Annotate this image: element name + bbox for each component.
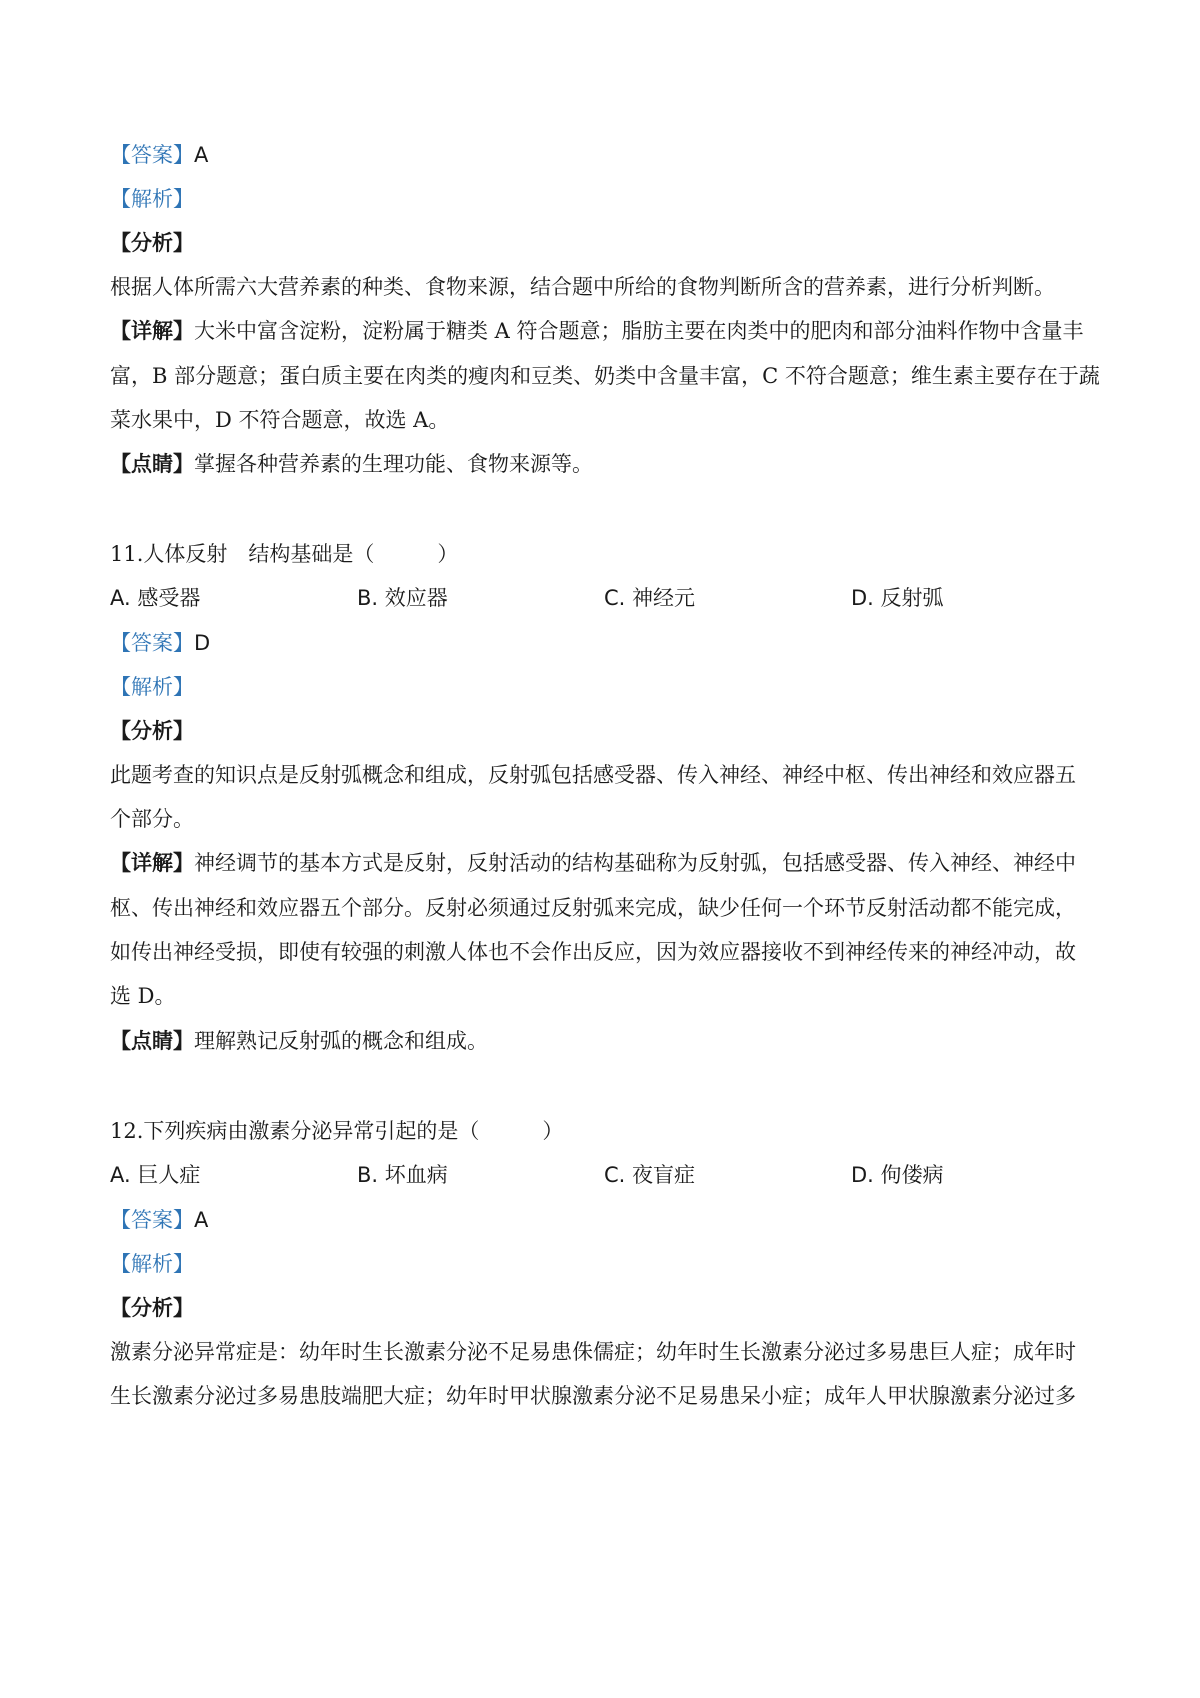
q11-analysis-label: [110, 673, 1100, 701]
q10-detail-line-2: [110, 362, 1100, 390]
q12-option-c: C. 夜盲症: [604, 1163, 696, 1187]
answer-label: 【答案】: [110, 631, 194, 655]
answer-value: D: [194, 631, 211, 655]
question-text: 12.下列疾病由激素分泌异常引起的是（ ）: [110, 1119, 564, 1143]
q12-answer-line: [110, 1206, 1100, 1234]
q12-option-d: D. 佝偻病: [851, 1163, 944, 1187]
detail-text: 如传出神经受损，即使有较强的刺激人体也不会作出反应，因为效应器接收不到神经传来的神经冲动，故: [110, 940, 1076, 964]
fenxi-text: 激素分泌异常症是：幼年时生长激素分泌不足易患侏儒症；幼年时生长激素分泌过多易患巨人症；成年时: [110, 1340, 1076, 1364]
analysis-label: 【解析】: [110, 675, 194, 699]
analysis-label: 【解析】: [110, 1252, 194, 1276]
answer-value: A: [194, 1208, 209, 1232]
fenxi-text: 此题考查的知识点是反射弧概念和组成，反射弧包括感受器、传入神经、神经中枢、传出神经和效应器五: [110, 763, 1076, 787]
fenxi-label: 【分析】: [110, 230, 194, 255]
dianjing-label: 【点睛】: [110, 451, 194, 476]
fenxi-label: 【分析】: [110, 1295, 194, 1320]
q12-fenxi-label: [110, 1294, 1100, 1322]
answer-label: 【答案】: [110, 1208, 194, 1232]
q10-detail-line-1: [110, 317, 1100, 345]
dianjing-label: 【点睛】: [110, 1028, 194, 1053]
q11-option-d: D. 反射弧: [851, 586, 944, 610]
fenxi-text: 根据人体所需六大营养素的种类、食物来源，结合题中所给的食物判断所含的营养素，进行分析判断。: [110, 275, 1055, 299]
detail-label: 【详解】: [110, 318, 194, 343]
detail-text: 菜水果中，D 不符合题意，故选 A。: [110, 408, 450, 432]
q11-fenxi-line-1: [110, 761, 1100, 789]
q10-fenxi-label: [110, 229, 1100, 257]
fenxi-text: 个部分。: [110, 807, 194, 831]
analysis-label: 【解析】: [110, 187, 194, 211]
detail-label: 【详解】: [110, 850, 194, 875]
q10-dianjing: [110, 450, 1100, 478]
q12-question: [110, 1117, 1100, 1145]
detail-text: 神经调节的基本方式是反射，反射活动的结构基础称为反射弧，包括感受器、传入神经、神经中: [194, 851, 1076, 875]
q11-fenxi-line-2: [110, 805, 1100, 833]
dianjing-text: 理解熟记反射弧的概念和组成。: [194, 1029, 488, 1053]
q11-fenxi-label: [110, 717, 1100, 745]
q12-option-a: A. 巨人症: [110, 1163, 201, 1187]
q11-option-a: A. 感受器: [110, 586, 201, 610]
fenxi-label: 【分析】: [110, 718, 194, 743]
question-text: 11.人体反射 结构基础是（ ）: [110, 542, 459, 566]
q11-answer-line: [110, 629, 1100, 657]
q12-fenxi-line-2: [110, 1382, 1100, 1410]
answer-label: 【答案】: [110, 143, 194, 167]
q11-detail-line-1: [110, 849, 1100, 877]
detail-text: 大米中富含淀粉，淀粉属于糖类 A 符合题意；脂肪主要在肉类中的肥肉和部分油料作物中含量丰: [194, 319, 1084, 343]
fenxi-text: 生长激素分泌过多易患肢端肥大症；幼年时甲状腺激素分泌不足易患呆小症；成年人甲状腺激素分泌过多: [110, 1384, 1076, 1408]
q11-detail-line-3: [110, 938, 1100, 966]
answer-value: A: [194, 143, 209, 167]
q12-analysis-label: [110, 1250, 1100, 1278]
dianjing-text: 掌握各种营养素的生理功能、食物来源等。: [194, 452, 593, 476]
q10-answer-line: [110, 141, 1100, 169]
q11-option-c: C. 神经元: [604, 586, 696, 610]
q11-detail-line-2: [110, 894, 1100, 922]
q10-detail-line-3: [110, 406, 1100, 434]
detail-text: 选 D。: [110, 984, 176, 1008]
q11-detail-line-4: [110, 982, 1100, 1010]
q10-analysis-label: [110, 185, 1100, 213]
q12-option-b: B. 坏血病: [357, 1163, 448, 1187]
detail-text: 枢、传出神经和效应器五个部分。反射必须通过反射弧来完成，缺少任何一个环节反射活动都不能完成，: [110, 896, 1076, 920]
q12-fenxi-line-1: [110, 1338, 1100, 1366]
detail-text: 富，B 部分题意；蛋白质主要在肉类的瘦肉和豆类、奶类中含量丰富，C 不符合题意；维生素主要存在于蔬: [110, 364, 1100, 388]
q11-option-b: B. 效应器: [357, 586, 448, 610]
q11-dianjing: [110, 1027, 1100, 1055]
q10-fenxi-text: [110, 273, 1100, 301]
q11-question: [110, 540, 1100, 568]
